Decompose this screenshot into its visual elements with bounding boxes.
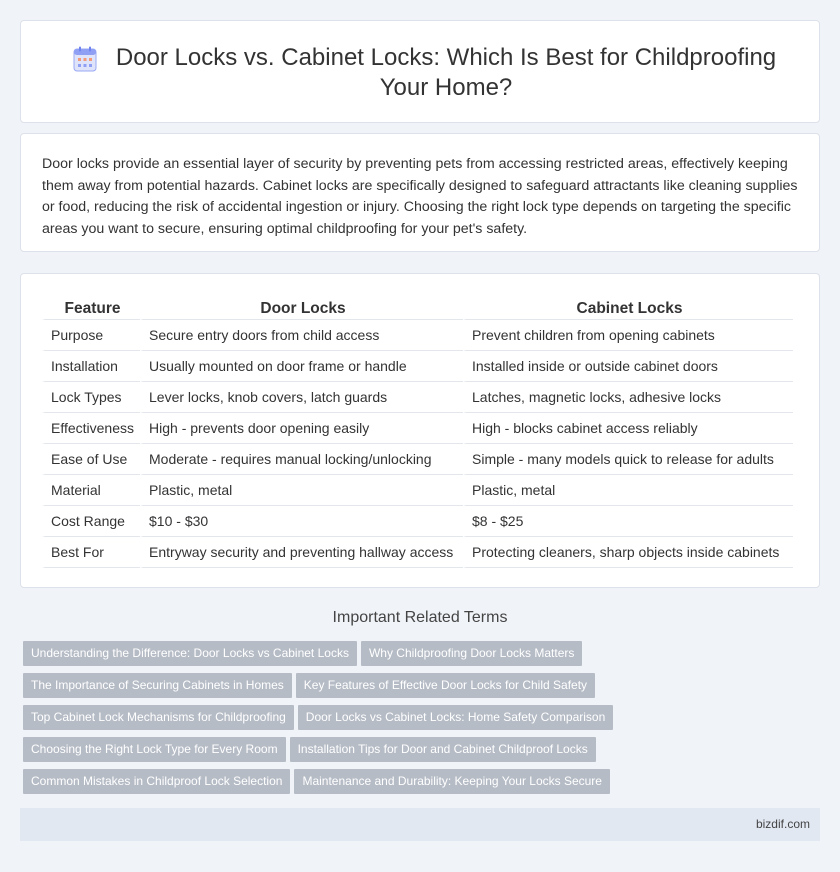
tag-row xyxy=(23,673,823,705)
related-term-tag[interactable]: Key Features of Effective Door Locks for Child Safety xyxy=(296,673,595,698)
table-header-row xyxy=(42,294,793,320)
column-header-cabinet-locks: Cabinet Locks xyxy=(463,294,793,320)
table-row xyxy=(42,506,793,537)
page-title: Door Locks vs. Cabinet Locks: Which Is Best for Childproofing Your Home? xyxy=(115,44,777,101)
related-term-tag[interactable]: Common Mistakes in Childproof Lock Selection xyxy=(23,769,290,794)
footer-site-name[interactable]: bizdif.com xyxy=(755,817,810,831)
table-cell-feature: Ease of Use xyxy=(42,444,140,475)
table-cell-feature: Purpose xyxy=(42,320,140,351)
comparison-table xyxy=(42,294,793,568)
related-term-tag[interactable]: The Importance of Securing Cabinets in Homes xyxy=(23,673,292,698)
tag-row xyxy=(23,705,823,737)
column-header-door-locks: Door Locks xyxy=(140,294,463,320)
table-cell-cabinet-locks: Installed inside or outside cabinet doors xyxy=(463,351,793,382)
related-term-tag[interactable]: Understanding the Difference: Door Locks vs Cabinet Locks xyxy=(23,641,357,666)
table-cell-feature: Material xyxy=(42,475,140,506)
table-row xyxy=(42,475,793,506)
related-term-tag[interactable]: Maintenance and Durability: Keeping Your Locks Secure xyxy=(294,769,610,794)
table-cell-cabinet-locks: Plastic, metal xyxy=(463,475,793,506)
table-row xyxy=(42,444,793,475)
table-cell-door-locks: $10 - $30 xyxy=(140,506,463,537)
table-row xyxy=(42,537,793,568)
intro-card xyxy=(20,133,820,252)
related-term-tag[interactable]: Top Cabinet Lock Mechanisms for Childproofing xyxy=(23,705,294,730)
table-row xyxy=(42,382,793,413)
table-cell-cabinet-locks: Protecting cleaners, sharp objects inside cabinets xyxy=(463,537,793,568)
tag-row xyxy=(23,737,823,769)
table-row xyxy=(42,320,793,351)
table-row xyxy=(42,413,793,444)
table-cell-feature: Lock Types xyxy=(42,382,140,413)
comparison-table-card xyxy=(20,273,820,588)
related-term-tag[interactable]: Door Locks vs Cabinet Locks: Home Safety Comparison xyxy=(298,705,613,730)
table-cell-door-locks: Moderate - requires manual locking/unlocking xyxy=(140,444,463,475)
table-cell-door-locks: Lever locks, knob covers, latch guards xyxy=(140,382,463,413)
table-cell-door-locks: High - prevents door opening easily xyxy=(140,413,463,444)
table-row xyxy=(42,351,793,382)
related-terms-list xyxy=(23,641,823,801)
related-term-tag[interactable]: Installation Tips for Door and Cabinet Childproof Locks xyxy=(290,737,596,762)
table-cell-cabinet-locks: $8 - $25 xyxy=(463,506,793,537)
table-cell-cabinet-locks: Prevent children from opening cabinets xyxy=(463,320,793,351)
title-card xyxy=(20,20,820,123)
table-cell-door-locks: Entryway security and preventing hallway access xyxy=(140,537,463,568)
tag-row xyxy=(23,641,823,673)
table-cell-feature: Cost Range xyxy=(42,506,140,537)
table-cell-feature: Installation xyxy=(42,351,140,382)
related-term-tag[interactable]: Why Childproofing Door Locks Matters xyxy=(361,641,582,666)
table-cell-cabinet-locks: Latches, magnetic locks, adhesive locks xyxy=(463,382,793,413)
table-cell-cabinet-locks: Simple - many models quick to release for adults xyxy=(463,444,793,475)
table-cell-door-locks: Usually mounted on door frame or handle xyxy=(140,351,463,382)
tag-row xyxy=(23,769,823,801)
related-terms-heading: Important Related Terms xyxy=(332,609,508,626)
related-term-tag[interactable]: Choosing the Right Lock Type for Every Room xyxy=(23,737,286,762)
table-cell-feature: Best For xyxy=(42,537,140,568)
intro-paragraph: Door locks provide an essential layer of security by preventing pets from accessing restricted areas, effectively keeping them away from potential hazards. Cabinet locks are specifically designed to safeguard attractants like cleaning supplies or food, reducing the risk of accidental ingestion or injury. Choosing the right lock type depends on targeting the specific areas you want to secure, ensuring optimal childproofing for your pet's safety. xyxy=(42,156,798,237)
table-cell-feature: Effectiveness xyxy=(42,413,140,444)
column-header-feature: Feature xyxy=(42,294,140,320)
table-cell-door-locks: Secure entry doors from child access xyxy=(140,320,463,351)
footer xyxy=(20,808,820,841)
table-cell-cabinet-locks: High - blocks cabinet access reliably xyxy=(463,413,793,444)
table-cell-door-locks: Plastic, metal xyxy=(140,475,463,506)
